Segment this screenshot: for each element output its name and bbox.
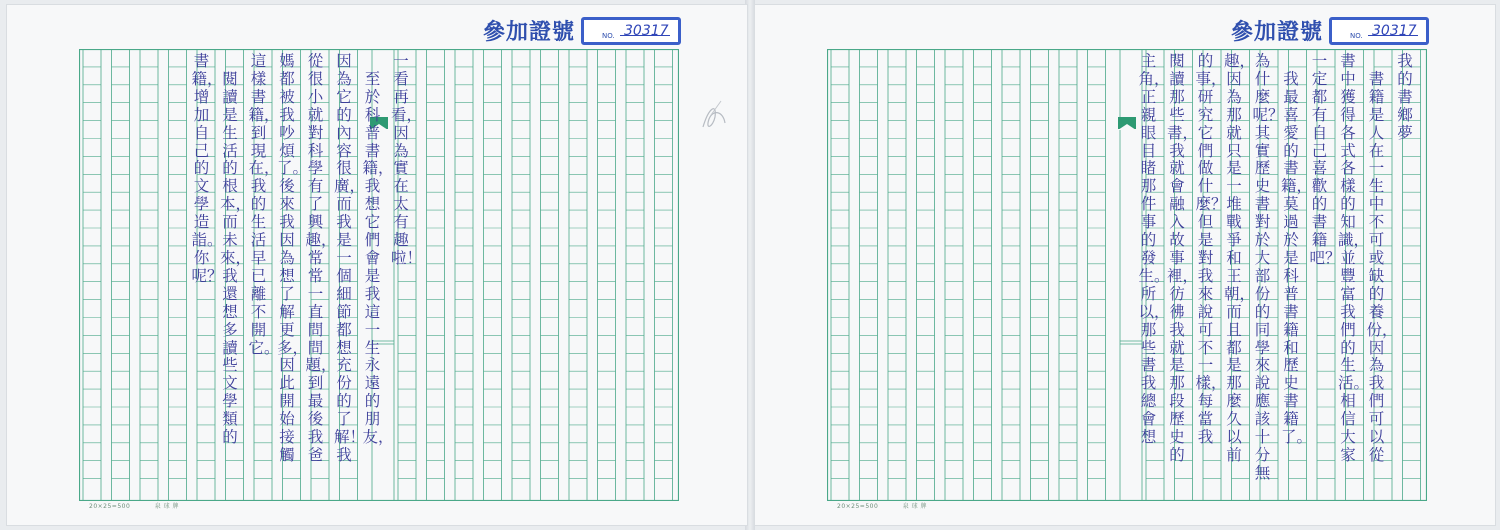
grid-format-label: 20×25=500 [837,503,879,510]
essay-column: 閱讀那些書，我就會融入故事裡，彷彿我就是那段歷史的 [1167,52,1199,464]
participant-id-number: 30317 [1372,22,1417,39]
participant-id-title: 參加證號 [482,19,575,45]
essay-column: 一定都有自己喜歡的書籍吧？ [1309,52,1341,267]
page-footer [837,501,927,510]
essay-column: 書籍，增加自己的文學造詣。你呢？ [191,52,223,285]
id-no-label: NO. [602,31,615,40]
right-manuscript-page [754,4,1496,526]
essay-column: 這樣書籍，到現在，我的生活早已離不開它。 [248,52,280,357]
paper-brand-label: 泉 球 牌 [902,503,928,510]
essay-column: 從很小就對科學有了興趣，常常一直問問題，到最後我爸 [305,52,337,464]
essay-column: 的事，研究它們做什麼？但是對我來說可不一樣，每當我 [1195,52,1227,447]
essay-column: 媽都被我吵煩了。後來我因為想了解更多，因此開始接觸 [277,52,309,464]
participant-id-number: 30317 [624,22,669,39]
bookmark-ribbon-icon [1118,117,1136,129]
participant-id-title: 參加證號 [1230,19,1323,45]
essay-column: 至於科普書籍，我想它們會是我這一生永遠的朋友， [362,52,394,447]
left-manuscript-page [6,4,748,526]
grid-format-label: 20×25=500 [89,503,131,510]
left-page-header [483,15,681,46]
essay-column: 趣，因為那就只是一堆戰爭和王朝，而且都是那麼久以前 [1224,52,1256,464]
essay-column: 閱讀是生活的根本，而未來，我還想多讀些文學類的 [220,52,252,447]
id-no-label: NO. [1350,31,1363,40]
essay-column: 一看再看，因為實在太有趣啦！ [391,52,423,267]
participant-id-box [581,17,681,45]
id-underline [1368,35,1418,36]
essay-column: 我的書鄉夢 [1397,52,1413,142]
page-footer [89,501,179,510]
right-page-header [1231,15,1429,46]
pencil-scribble-mark [695,97,731,137]
essay-column: 為什麼呢？其實歷史書對於大部份的同學來說應該十分無 [1252,52,1284,482]
id-underline [620,35,670,36]
essay-column: 書中獲得各式各樣的知識，並豐富我們的生活。相信大家 [1338,52,1370,464]
participant-id-box [1329,17,1429,45]
essay-column: 我最喜愛的書籍，莫過於是科普書籍和歷史書籍了。 [1281,52,1313,447]
paper-brand-label: 泉 球 牌 [154,503,180,510]
essay-column: 因為它的內容很廣，而我是一個細節都想充份的了解！我 [334,52,366,464]
essay-column: 書籍是人在一生中不可或缺的養份，因為我們可以從 [1366,52,1398,464]
essay-column: 主角，正親眼目睹那件事的發生。所以，那些書我總會想 [1138,52,1170,447]
